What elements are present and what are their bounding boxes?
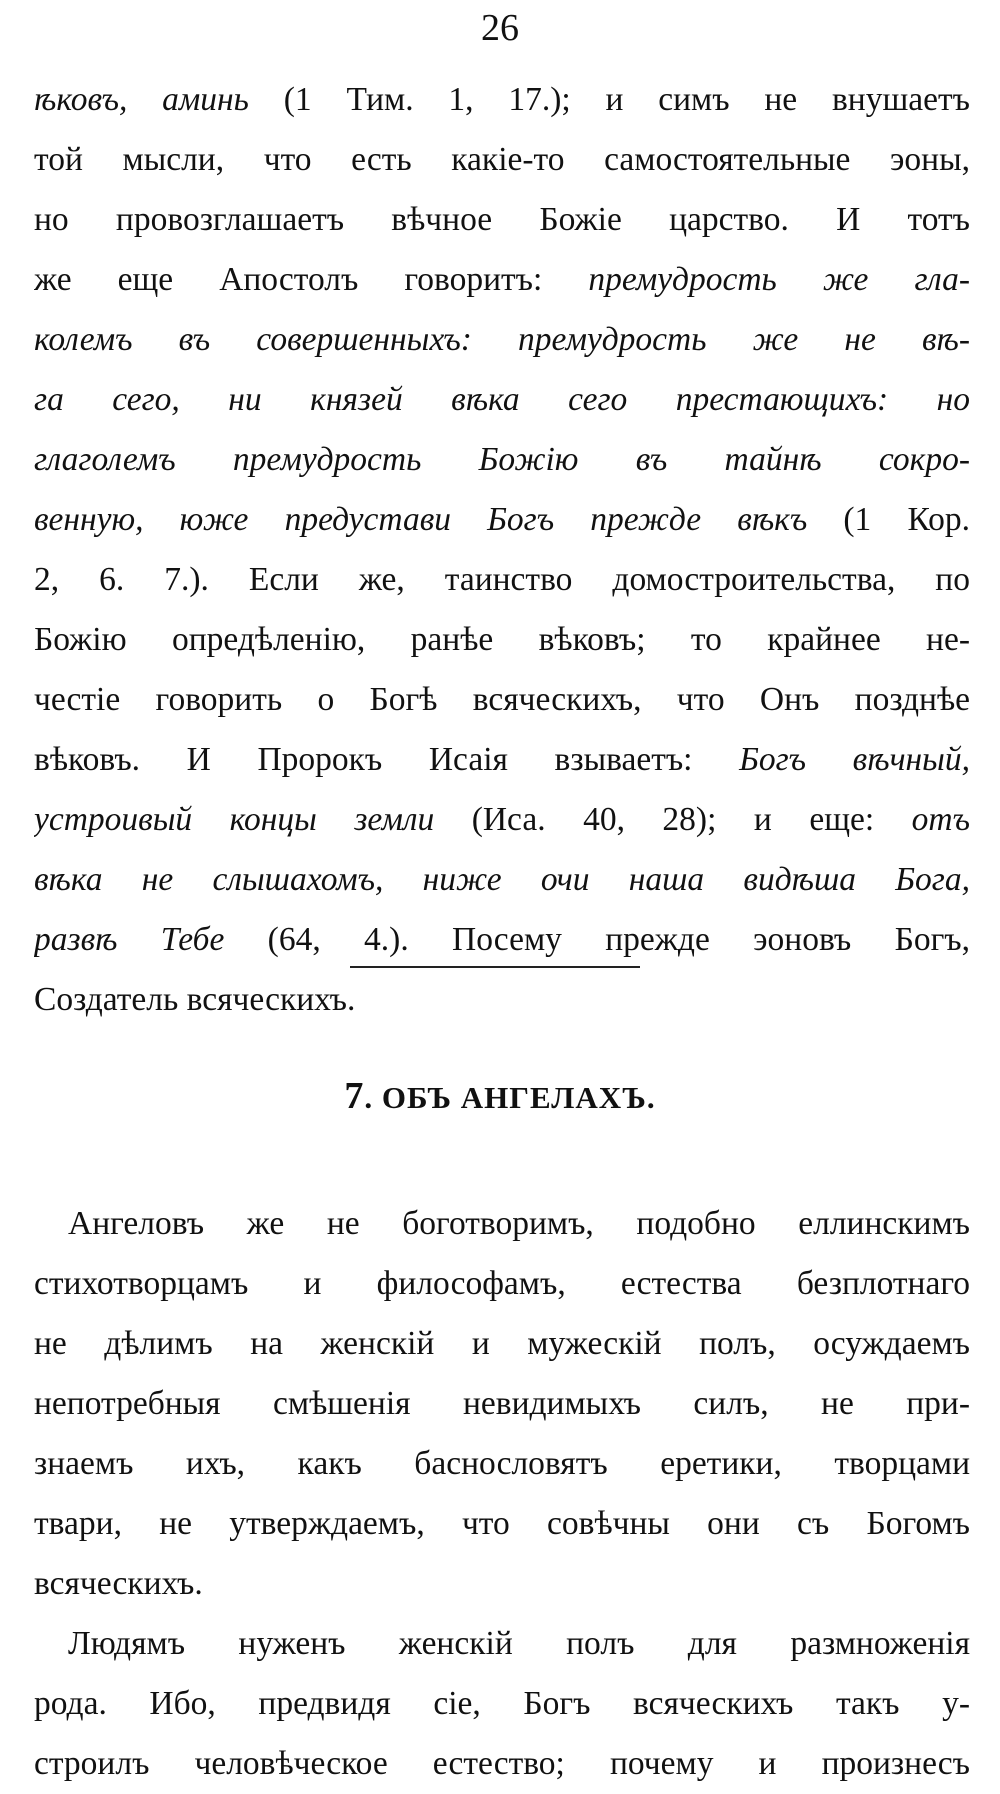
text-line: Создатель всяческихъ.: [34, 981, 356, 1018]
text-line: вѣка не слышахомъ, ниже очи наша видѣша Бога,: [34, 861, 970, 898]
text-line: 2, 6. 7.). Если же, таинство домостроительства, по: [34, 561, 970, 598]
lower-paragraphs: [34, 1194, 970, 1794]
text-line: не дѣлимъ на женскій и мужескій полъ, осуждаемъ: [34, 1325, 970, 1362]
text-line: колемъ въ совершенныхъ: премудрость же не вѣ-: [34, 321, 970, 358]
text-line: устроивый концы земли (Иса. 40, 28); и еще: отъ: [34, 801, 970, 838]
text-line: но провозглашаетъ вѣчное Божіе царство. И тотъ: [34, 201, 970, 238]
text-line: же еще Апостолъ говоритъ: премудрость же гла-: [34, 261, 970, 298]
text-line: развѣ Тебе (64, 4.). Посему прежде эоновъ Богъ,: [34, 921, 970, 958]
text-line: рода. Ибо, предвидя сіе, Богъ всяческихъ такъ у-: [34, 1685, 970, 1722]
text-line: га сего, ни князей вѣка сего престающихъ: но: [34, 381, 970, 418]
upper-paragraph: [34, 70, 970, 1030]
text-line: венную, юже предустави Богъ прежде вѣкъ (1 Кор.: [34, 501, 970, 538]
text-line: глаголемъ премудрость Божію въ тайнѣ сокро-: [34, 441, 970, 478]
text-line: строилъ человѣческое естество; почему и произнесъ: [34, 1745, 970, 1782]
text-line: Людямъ нуженъ женскій полъ для размноженія: [68, 1625, 970, 1662]
text-line: всяческихъ.: [34, 1565, 203, 1602]
text-line: стихотворцамъ и философамъ, естества безплотнаго: [34, 1265, 970, 1302]
text-line: вѣковъ. И Пророкъ Исаія взываетъ: Богъ вѣчный,: [34, 741, 970, 778]
text-line: твари, не утверждаемъ, что совѣчны они съ Богомъ: [34, 1505, 970, 1542]
text-line: той мысли, что есть какіе-то самостоятельные эоны,: [34, 141, 970, 178]
page-number: 26: [481, 7, 519, 49]
section-number: 7: [344, 1075, 365, 1117]
section-divider: [350, 966, 640, 968]
text-line: Ангеловъ же не боготворимъ, подобно еллинскимъ: [68, 1205, 970, 1242]
text-line: непотребныя смѣшенія невидимыхъ силъ, не при-: [34, 1385, 970, 1422]
section-title-text: . ОБЪ АНГЕЛАХЪ.: [364, 1080, 656, 1115]
text-line: честіе говорить о Богѣ всяческихъ, что Онъ позднѣе: [34, 681, 970, 718]
section-heading: [0, 1074, 1000, 1118]
text-line: ѣковъ, аминь (1 Тим. 1, 17.); и симъ не внушаетъ: [34, 81, 970, 118]
text-line: знаемъ ихъ, какъ баснословятъ еретики, творцами: [34, 1445, 970, 1482]
text-line: Божію опредѣленію, ранѣе вѣковъ; то крайнее не-: [34, 621, 970, 658]
